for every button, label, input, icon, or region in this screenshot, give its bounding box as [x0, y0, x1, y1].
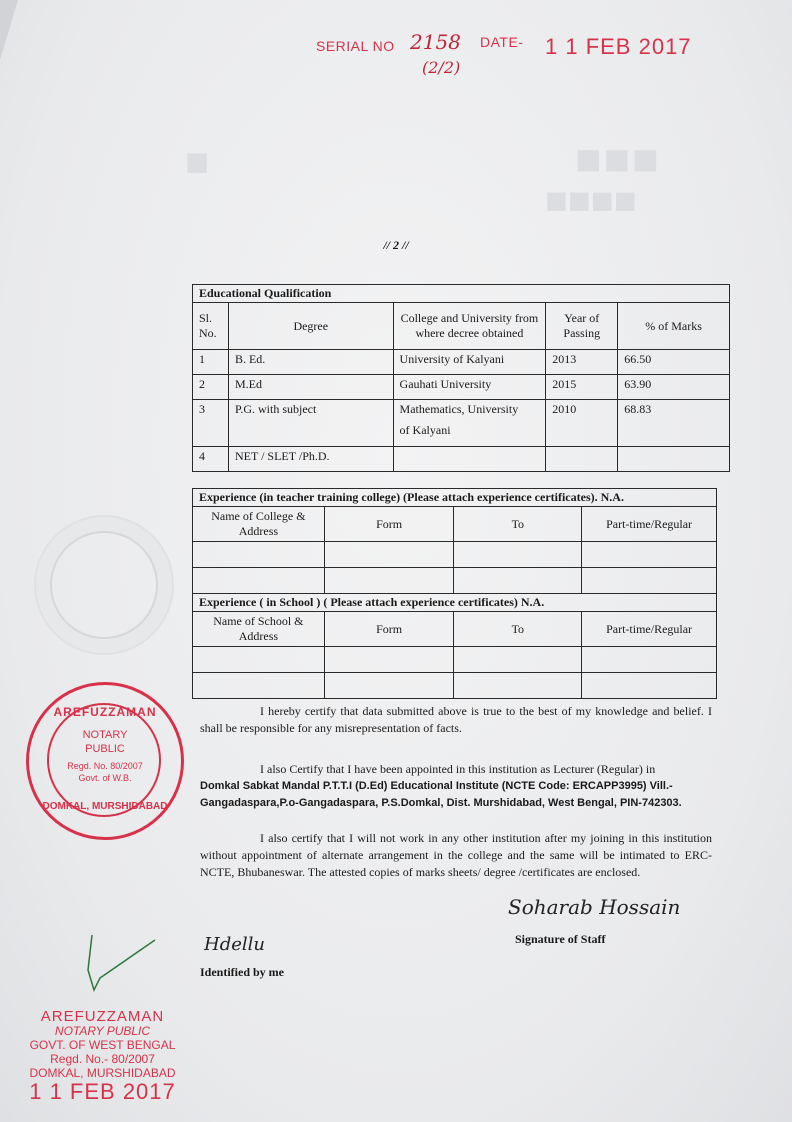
cell: 68.83: [618, 400, 730, 447]
staff-signature-label: Signature of Staff: [515, 932, 606, 946]
stamp-place: DOMKAL, MURSHIDABAD: [29, 1066, 176, 1080]
serial-fraction: (2/2): [422, 58, 461, 77]
embossed-seal: [34, 515, 174, 655]
date-label: DATE-: [480, 34, 524, 50]
declaration-paragraph-2: [200, 761, 712, 812]
stamp-name: AREFUZZAMAN: [40, 1008, 165, 1025]
stamp-name: AREFUZZAMAN: [53, 705, 157, 719]
serial-label: SERIAL NO: [316, 38, 395, 54]
column-header: Form: [324, 507, 454, 542]
stamp-place: DOMKAL, MURSHIDABAD: [42, 801, 168, 812]
cell: 63.90: [618, 375, 730, 400]
experience-college-title: Experience (in teacher training college) (Please attach experience certificates). N.A.: [193, 489, 717, 507]
serial-number: 2158: [410, 30, 461, 54]
column-header: Name of School & Address: [193, 612, 325, 647]
cell: 2: [193, 375, 229, 400]
cell: 2015: [546, 375, 618, 400]
identifier-label: Identified by me: [200, 965, 284, 979]
stamp-reg: Regd. No.- 80/2007: [50, 1052, 155, 1066]
cell-line: Mathematics, University: [399, 402, 519, 416]
column-header: Part-time/Regular: [582, 507, 717, 542]
table-row: [193, 375, 730, 400]
cell: [546, 447, 618, 472]
date-value: 1 1 FEB 2017: [545, 34, 692, 59]
stamp-govt: GOVT. OF WEST BENGAL: [29, 1038, 176, 1052]
cell: 2013: [546, 350, 618, 375]
column-header: College and University from where decree obtained: [393, 303, 546, 350]
cell-line: of Kalyani: [399, 423, 451, 437]
page-number: // 2 //: [383, 238, 409, 252]
column-header: To: [454, 507, 582, 542]
cell: NET / SLET /Ph.D.: [228, 447, 393, 472]
stamp-inner-ring: [47, 703, 161, 817]
table-row: [193, 542, 717, 568]
cell: 66.50: [618, 350, 730, 375]
page-corner-fold: [0, 0, 18, 60]
stamp-paper-watermark: ■■■: [575, 135, 661, 184]
institute-details: Domkal Sabkat Mandal P.T.T.I (D.Ed) Educational Institute (NCTE Code: ERCAPP3995) Vill.-Gangadaspara,P.o-Gangadaspara, P.S.Domkal, Dist. Murshidabad, West Bengal, PIN-742303.: [200, 780, 682, 809]
table-row: [193, 447, 730, 472]
stamp-title: NOTARY: [82, 729, 128, 741]
cell: P.G. with subject: [228, 400, 393, 447]
cell: 3: [193, 400, 229, 447]
column-header: Sl. No.: [193, 303, 229, 350]
table-row: [193, 568, 717, 594]
declaration-paragraph-1: I hereby certify that data submitted above is true to the best of my knowledge and belief. I shall be responsible for any misrepresentation of facts.: [200, 704, 712, 735]
column-header: % of Marks: [618, 303, 730, 350]
column-header: Part-time/Regular: [582, 612, 717, 647]
stamp-date: 1 1 FEB 2017: [29, 1079, 176, 1104]
cell: University of Kalyani: [393, 350, 546, 375]
declaration-intro: I also Certify that I have been appointed in this institution as Lecturer (Regular) in: [260, 762, 656, 776]
cell: Gauhati University: [393, 375, 546, 400]
notary-bottom-stamp: [10, 1010, 195, 1104]
experience-table: [192, 488, 717, 699]
column-header: Degree: [228, 303, 393, 350]
table-row: [193, 673, 717, 699]
notary-signature-mark: [80, 930, 160, 1010]
stamp-govt: Govt. of W.B.: [78, 773, 132, 783]
column-header: Name of College & Address: [193, 507, 325, 542]
cell: 2010: [546, 400, 618, 447]
stamp-reg: Regd. No. 80/2007: [67, 761, 143, 771]
table-row: [193, 350, 730, 375]
declaration-paragraph-3: I also certify that I will not work in any other institution after my joining in this institution without appointment of alternate arrangement in the college and the same will be intimated to ERC-NCTE, Bhubaneswar. The attested copies of marks sheets/ degree /certificates are enclosed.: [200, 831, 712, 879]
stamp-paper-watermark: ■: [185, 140, 210, 184]
education-table: [192, 284, 730, 472]
stamp-title: NOTARY PUBLIC: [54, 1024, 151, 1038]
column-header: Year of Passing: [546, 303, 618, 350]
notary-round-stamp: [26, 682, 184, 840]
table-row: [193, 400, 730, 447]
cell: B. Ed.: [228, 350, 393, 375]
experience-school-title: Experience ( in School ) ( Please attach experience certificates) N.A.: [193, 594, 717, 612]
cell: [618, 447, 730, 472]
stamp-paper-watermark: ■■■■: [545, 180, 637, 222]
stamp-title: PUBLIC: [85, 743, 125, 755]
education-title: Educational Qualification: [193, 285, 730, 303]
cell: [393, 400, 546, 447]
column-header: To: [454, 612, 582, 647]
column-header: Form: [324, 612, 454, 647]
staff-signature: Soharab Hossain: [508, 895, 681, 919]
cell: 4: [193, 447, 229, 472]
cell: M.Ed: [228, 375, 393, 400]
table-row: [193, 647, 717, 673]
cell: [393, 447, 546, 472]
cell: 1: [193, 350, 229, 375]
identifier-signature: Hdellu: [204, 934, 265, 955]
